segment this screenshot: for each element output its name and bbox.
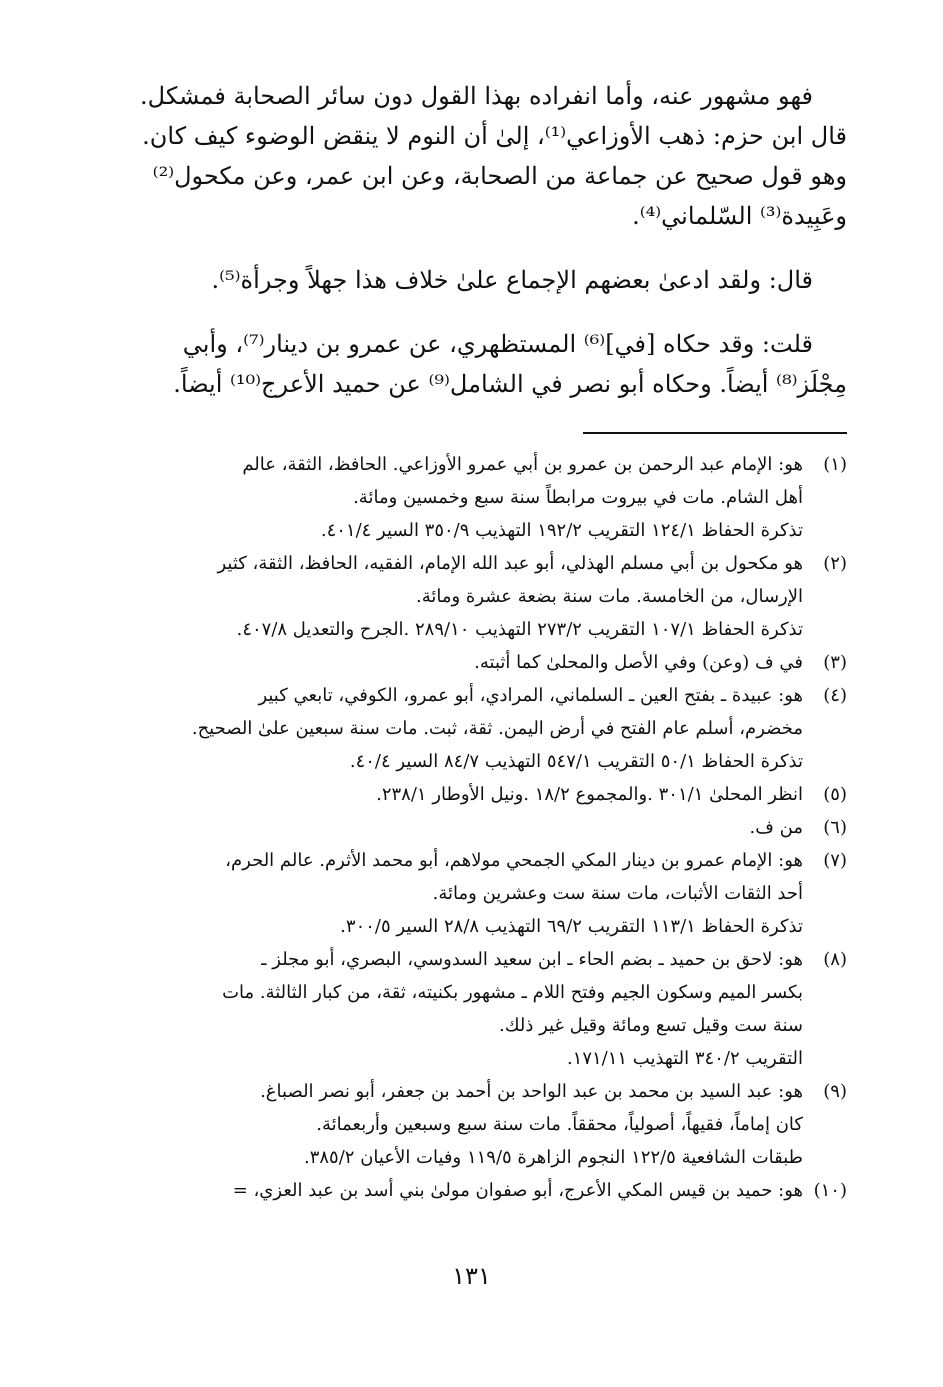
footnote-number: (٤) xyxy=(823,685,847,706)
footnote-body xyxy=(95,1174,803,1207)
footnote-line: هو: عبد السيد بن محمد بن عبد الواحد بن أحمد بن جعفر، أبو نصر الصباغ. xyxy=(260,1081,803,1102)
footnote xyxy=(95,844,847,943)
main-text-line: فهو مشهور عنه، وأما انفراده بهذا القول دون سائر الصحابة فمشكل. xyxy=(140,82,813,110)
footnote-line: بكسر الميم وسكون الجيم وفتح اللام ـ مشهور بكنيته، ثقة، من كبار الثالثة. مات xyxy=(222,982,803,1003)
footnote xyxy=(95,646,847,679)
footnote xyxy=(95,679,847,778)
main-text-line: مِجْلَز⁽⁸⁾ أيضاً. وحكاه أبو نصر في الشامل⁽⁹⁾ عن حميد الأعرج⁽¹⁰⁾ أيضاً. xyxy=(173,370,847,398)
footnote-line: التقريب ٣٤٠/٢ التهذيب ١٧١/١١. xyxy=(566,1048,803,1069)
footnotes xyxy=(95,448,847,1207)
footnote-line: تذكرة الحفاظ ١٠٧/١ التقريب ٢٧٣/٢ التهذيب ٢٨٩/١٠ .الجرح والتعديل ٤٠٧/٨. xyxy=(236,619,803,640)
footnote-body xyxy=(95,811,803,844)
main-text-line: وعَبِيدة⁽³⁾ السّلماني⁽⁴⁾. xyxy=(632,202,847,230)
footnote-line: سنة ست وقيل تسع ومائة وقيل غير ذلك. xyxy=(499,1015,803,1036)
footnote-body xyxy=(95,1075,803,1174)
footnote xyxy=(95,778,847,811)
footnote xyxy=(95,448,847,547)
footnote-line: هو: حميد بن قيس المكي الأعرج، أبو صفوان مولىٰ بني أسد بن عبد العزي، = xyxy=(232,1180,803,1201)
footnote-line: من ف. xyxy=(749,817,803,838)
footnote-line: أحد الثقات الأثبات، مات سنة ست وعشرين ومائة. xyxy=(432,883,803,904)
footnote xyxy=(95,1174,847,1207)
footnote-number: (٨) xyxy=(823,949,847,970)
footnote-line: تذكرة الحفاظ ٥٠/١ التقريب ٥٤٧/١ التهذيب ٨٤/٧ السير ٤٠/٤. xyxy=(349,751,803,772)
footnote-number: (٧) xyxy=(823,850,847,871)
footnote-body xyxy=(95,778,803,811)
footnote-number: (٩) xyxy=(823,1081,847,1102)
footnote-line: هو مكحول بن أبي مسلم الهذلي، أبو عبد الله الإمام، الفقيه، الحافظ، الثقة، كثير xyxy=(217,553,803,574)
footnote-line: تذكرة الحفاظ ١١٣/١ التقريب ٦٩/٢ التهذيب ٢٨/٨ السير ٣٠٠/٥. xyxy=(340,916,803,937)
footnote-number: (١) xyxy=(823,454,847,475)
footnote-line: هو: لاحق بن حميد ـ بضم الحاء ـ ابن سعيد السدوسي، البصري، أبو مجلز ـ xyxy=(261,949,803,970)
paragraph-gap xyxy=(95,300,847,324)
main-text xyxy=(95,76,847,404)
footnote xyxy=(95,1075,847,1174)
footnote-body xyxy=(95,448,803,547)
footnote-number: (٥) xyxy=(823,784,847,805)
footnote-separator xyxy=(583,432,847,434)
footnote-line: هو: عبيدة ـ بفتح العين ـ السلماني، المرادي، أبو عمرو، الكوفي، تابعي كبير xyxy=(258,685,803,706)
footnote-line: هو: الإمام عبد الرحمن بن عمرو بن أبي عمرو الأوزاعي. الحافظ، الثقة، عالم xyxy=(242,454,803,475)
footnote xyxy=(95,547,847,646)
footnote-line: الإرسال، من الخامسة. مات سنة بضعة عشرة ومائة. xyxy=(415,586,803,607)
footnote-body xyxy=(95,844,803,943)
footnote xyxy=(95,943,847,1075)
footnote-body xyxy=(95,547,803,646)
paragraph-gap xyxy=(95,236,847,260)
footnote-number: (٦) xyxy=(823,817,847,838)
footnote-body xyxy=(95,679,803,778)
main-text-line: قلت: وقد حكاه [في]⁽⁶⁾ المستظهري، عن عمرو بن دينار⁽⁷⁾، وأبي xyxy=(182,330,813,358)
footnote-number: (٢) xyxy=(823,553,847,574)
main-text-line: قال: ولقد ادعىٰ بعضهم الإجماع علىٰ خلاف هذا جهلاً وجرأة⁽⁵⁾. xyxy=(211,266,813,294)
footnote-body xyxy=(95,943,803,1075)
footnote-line: هو: الإمام عمرو بن دينار المكي الجمحي مولاهم، أبو محمد الأثرم. عالم الحرم، xyxy=(225,850,803,871)
page-number: ١٣١ xyxy=(452,1262,491,1290)
footnote-line: كان إماماً، فقيهاً، أصولياً، محققاً. مات سنة سبع وسبعين وأربعمائة. xyxy=(316,1114,803,1135)
main-text-line: قال ابن حزم: ذهب الأوزاعي⁽¹⁾، إلىٰ أن النوم لا ينقض الوضوء كيف كان. xyxy=(142,122,847,150)
footnote-line: مخضرم، أسلم عام الفتح في أرض اليمن. ثقة، ثبت. مات سنة سبعين علىٰ الصحيح. xyxy=(191,718,803,739)
footnote-line: تذكرة الحفاظ ١٢٤/١ التقريب ١٩٢/٢ التهذيب ٣٥٠/٩ السير ٤٠١/٤. xyxy=(320,520,803,541)
footnote-body xyxy=(95,646,803,679)
footnote-line: انظر المحلىٰ ٣٠١/١ .والمجموع ١٨/٢ .ونيل الأوطار ٢٣٨/١. xyxy=(376,784,803,805)
main-text-line: وهو قول صحيح عن جماعة من الصحابة، وعن ابن عمر، وعن مكحول⁽²⁾ xyxy=(152,162,847,190)
footnote-number: (٣) xyxy=(823,652,847,673)
footnote-line: في ف (وعن) وفي الأصل والمحلىٰ كما أثبته. xyxy=(474,652,803,673)
footnote-line: أهل الشام. مات في بيروت مرابطاً سنة سبع وخمسين ومائة. xyxy=(353,487,803,508)
footnote-line: طبقات الشافعية ١٢٢/٥ النجوم الزاهرة ١١٩/٥ وفيات الأعيان ٣٨٥/٢. xyxy=(303,1147,803,1168)
footnote xyxy=(95,811,847,844)
footnote-number: (١٠) xyxy=(813,1180,847,1201)
